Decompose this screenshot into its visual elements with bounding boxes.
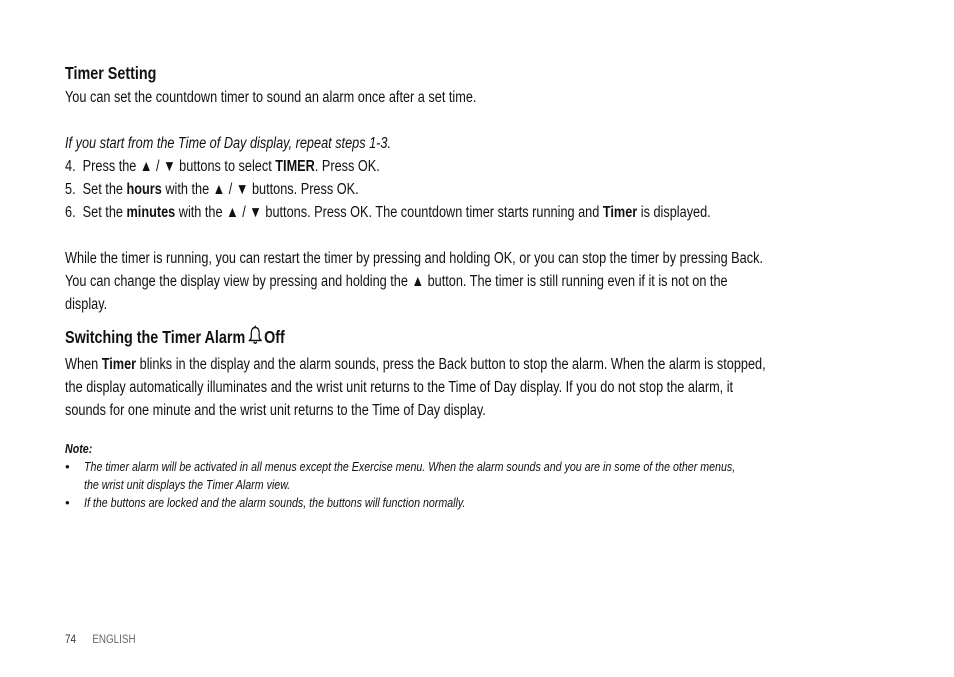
note-item: • The timer alarm will be activated in all menus except the Exercise menu. When the alarm sounds and you are in some of the other menus, the wrist unit displays the Timer Alarm view. xyxy=(65,459,736,492)
page-number: 74 xyxy=(65,632,76,646)
running-paragraph-line: You can change the display view by pressing and holding the ▲ button. The timer is still running even if it is not on the xyxy=(65,273,728,290)
bullet: • xyxy=(65,495,70,510)
page-footer xyxy=(65,631,151,647)
note-title: Note: xyxy=(65,441,93,456)
footer-language: ENGLISH xyxy=(92,632,136,646)
running-paragraph-line: While the timer is running, you can restart the timer by pressing and holding OK, or you can stop the timer by pressing Back. xyxy=(65,250,763,267)
step-item: 4. Press the ▲ / ▼ buttons to select TIMER. Press OK. xyxy=(65,158,380,175)
step-item: 5. Set the hours with the ▲ / ▼ buttons. Press OK. xyxy=(65,181,359,198)
running-paragraph-line: display. xyxy=(65,296,108,313)
switching-paragraph-line: the display automatically illuminates and the wrist unit returns to the Time of Day display. If you do not stop the alarm, it xyxy=(65,379,734,396)
repeat-steps-note: If you start from the Time of Day display, repeat steps 1-3. xyxy=(65,135,392,152)
manual-page xyxy=(65,60,865,512)
switching-paragraph-line: sounds for one minute and the wrist unit returns to the Time of Day display. xyxy=(65,402,486,419)
switching-heading: Switching the Timer Alarm Off xyxy=(65,324,865,353)
timer-setting-heading: Timer Setting xyxy=(65,63,157,83)
bell-icon xyxy=(248,325,263,353)
bullet: • xyxy=(65,459,70,474)
step-item: 6. Set the minutes with the ▲ / ▼ buttons. Press OK. The countdown timer starts running and Timer is displayed. xyxy=(65,204,711,221)
note-item: • If the buttons are locked and the alarm sounds, the buttons will function normally. xyxy=(65,495,466,510)
switching-paragraph-line: When Timer blinks in the display and the alarm sounds, press the Back button to stop the alarm. When the alarm is stopped, xyxy=(65,356,766,373)
timer-setting-intro: You can set the countdown timer to sound an alarm once after a set time. xyxy=(65,89,477,106)
